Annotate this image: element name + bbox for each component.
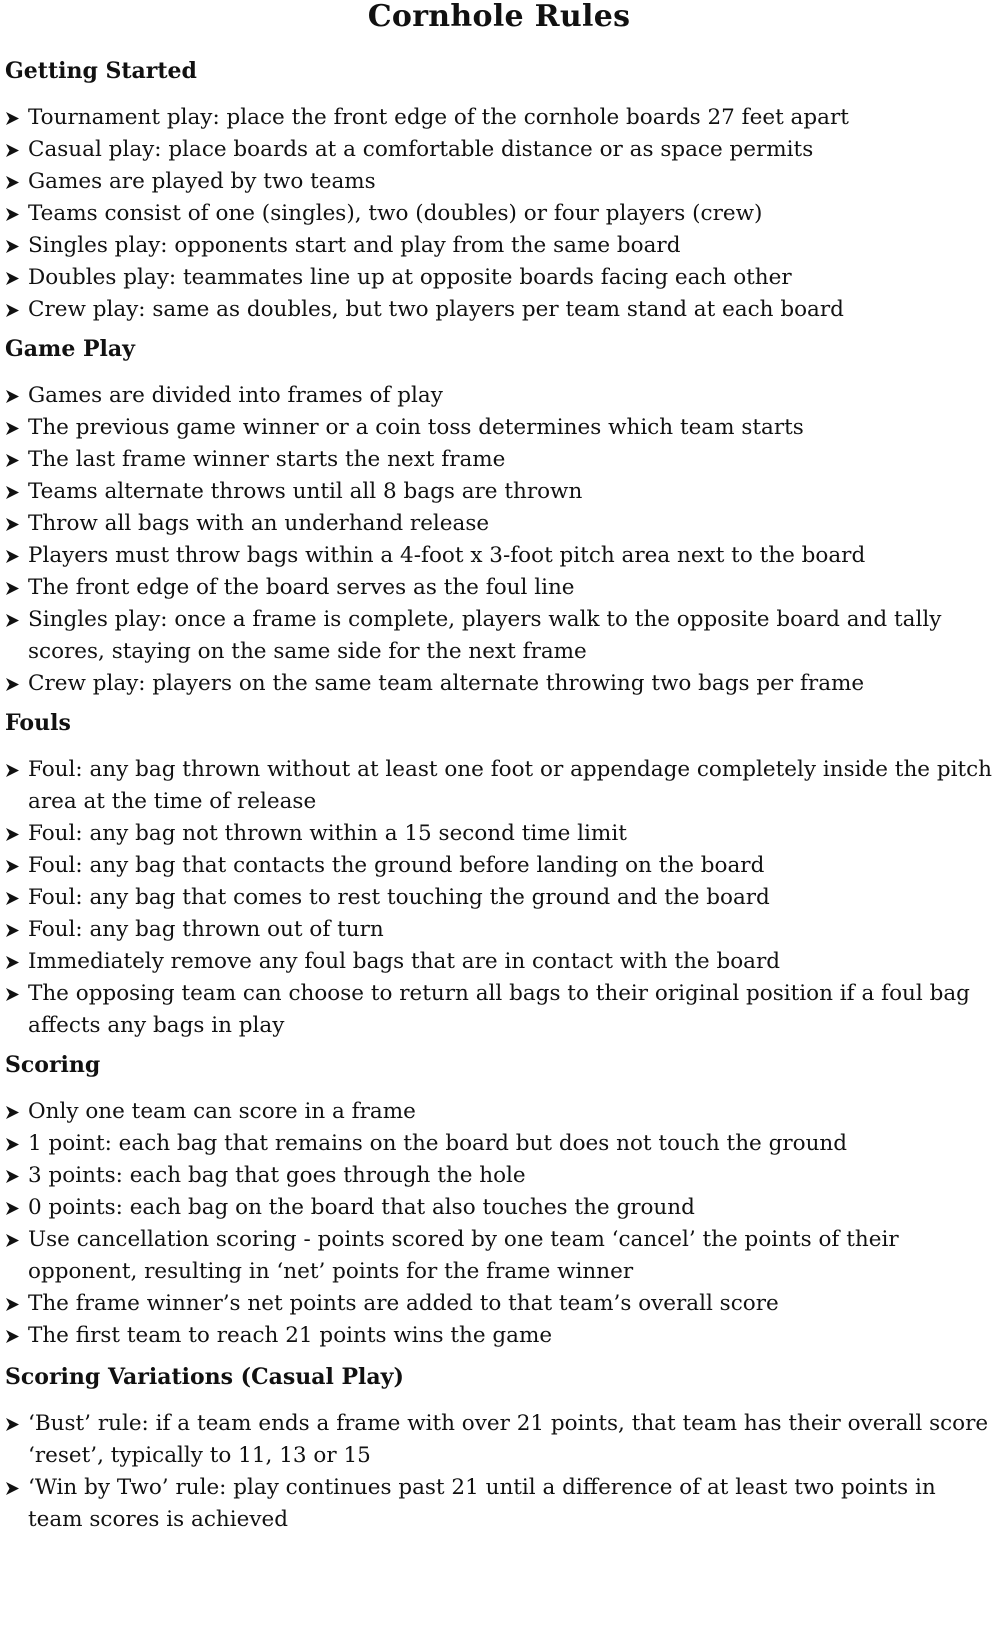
rule-item xyxy=(5,134,993,166)
arrowhead-bullet-icon xyxy=(5,102,25,134)
rule-text: ‘Win by Two’ rule: play continues past 21 until a difference of at least two points in team scores is achieved xyxy=(28,1475,936,1532)
arrowhead-bullet-icon xyxy=(5,1096,25,1128)
rule-text: The frame winner’s net points are added to that team’s overall score xyxy=(28,1291,779,1316)
rule-text: The previous game winner or a coin toss determines which team starts xyxy=(28,415,804,440)
arrowhead-bullet-icon xyxy=(5,882,25,914)
rule-text: Foul: any bag not thrown within a 15 second time limit xyxy=(28,821,627,846)
arrowhead-bullet-icon xyxy=(5,444,25,476)
arrowhead-bullet-icon xyxy=(5,1160,25,1192)
rule-text: Games are divided into frames of play xyxy=(28,383,443,408)
arrowhead-bullet-icon xyxy=(5,668,25,700)
arrowhead-bullet-icon xyxy=(5,412,25,444)
arrowhead-bullet-icon xyxy=(5,508,25,540)
rule-item xyxy=(5,508,993,540)
rule-item xyxy=(5,1128,993,1160)
arrowhead-bullet-icon xyxy=(5,572,25,604)
rule-item xyxy=(5,380,993,412)
arrowhead-bullet-icon xyxy=(5,818,25,850)
rule-item xyxy=(5,294,993,326)
arrowhead-bullet-icon xyxy=(5,1320,25,1352)
rule-text: 1 point: each bag that remains on the board but does not touch the ground xyxy=(28,1131,848,1156)
rule-item xyxy=(5,604,993,668)
rule-item xyxy=(5,1096,993,1128)
rule-item xyxy=(5,262,993,294)
rule-text: Singles play: opponents start and play from the same board xyxy=(28,233,681,258)
rule-text: Only one team can score in a frame xyxy=(28,1099,416,1124)
arrowhead-bullet-icon xyxy=(5,978,25,1010)
rule-text: Teams alternate throws until all 8 bags are thrown xyxy=(28,479,583,504)
section-heading: Game Play xyxy=(5,336,135,362)
rule-item xyxy=(5,572,993,604)
section-scoring xyxy=(5,1050,993,1352)
rule-item xyxy=(5,882,993,914)
rule-text: The front edge of the board serves as the foul line xyxy=(28,575,575,600)
rule-text: Foul: any bag that contacts the ground before landing on the board xyxy=(28,853,765,878)
rule-item xyxy=(5,1408,993,1472)
rule-item xyxy=(5,1288,993,1320)
arrowhead-bullet-icon xyxy=(5,262,25,294)
rule-text: Crew play: players on the same team alternate throwing two bags per frame xyxy=(28,671,865,696)
rule-text: The first team to reach 21 points wins the game xyxy=(28,1323,553,1348)
rule-item xyxy=(5,1472,993,1536)
arrowhead-bullet-icon xyxy=(5,198,25,230)
rule-item xyxy=(5,978,993,1042)
arrowhead-bullet-icon xyxy=(5,946,25,978)
section-fouls xyxy=(5,708,993,1042)
rule-item xyxy=(5,540,993,572)
arrowhead-bullet-icon xyxy=(5,380,25,412)
arrowhead-bullet-icon xyxy=(5,1408,25,1440)
rule-list xyxy=(5,1408,993,1536)
rule-item xyxy=(5,444,993,476)
rule-text: Immediately remove any foul bags that are in contact with the board xyxy=(28,949,781,974)
rule-item xyxy=(5,850,993,882)
rule-text: Games are played by two teams xyxy=(28,169,376,194)
section-scoring-variations xyxy=(5,1362,993,1536)
arrowhead-bullet-icon xyxy=(5,604,25,636)
section-heading: Scoring Variations (Casual Play) xyxy=(5,1364,404,1390)
rule-text: 3 points: each bag that goes through the hole xyxy=(28,1163,526,1188)
rule-item xyxy=(5,412,993,444)
section-heading: Fouls xyxy=(5,710,71,736)
rule-item xyxy=(5,230,993,262)
rule-text: Throw all bags with an underhand release xyxy=(28,511,490,536)
rule-list xyxy=(5,754,993,1042)
arrowhead-bullet-icon xyxy=(5,754,25,786)
arrowhead-bullet-icon xyxy=(5,914,25,946)
arrowhead-bullet-icon xyxy=(5,1224,25,1256)
arrowhead-bullet-icon xyxy=(5,850,25,882)
rule-item xyxy=(5,1224,993,1288)
arrowhead-bullet-icon xyxy=(5,134,25,166)
rule-text: Crew play: same as doubles, but two players per team stand at each board xyxy=(28,297,844,322)
rule-text: Tournament play: place the front edge of the cornhole boards 27 feet apart xyxy=(28,105,849,130)
section-game-play xyxy=(5,334,993,700)
arrowhead-bullet-icon xyxy=(5,476,25,508)
rule-text: Casual play: place boards at a comfortable distance or as space permits xyxy=(28,137,814,162)
rule-item xyxy=(5,668,993,700)
rule-item xyxy=(5,1320,993,1352)
section-heading: Scoring xyxy=(5,1052,101,1078)
rule-text: Foul: any bag that comes to rest touching the ground and the board xyxy=(28,885,770,910)
arrowhead-bullet-icon xyxy=(5,294,25,326)
rule-list xyxy=(5,102,993,326)
page-title: Cornhole Rules xyxy=(367,0,631,34)
rule-text: Teams consist of one (singles), two (doubles) or four players (crew) xyxy=(28,201,763,226)
rule-text: Singles play: once a frame is complete, players walk to the opposite board and tally scores, staying on the same side for the next frame xyxy=(28,607,942,664)
rule-item xyxy=(5,166,993,198)
arrowhead-bullet-icon xyxy=(5,1472,25,1504)
rule-item xyxy=(5,754,993,818)
rule-text: Doubles play: teammates line up at opposite boards facing each other xyxy=(28,265,792,290)
arrowhead-bullet-icon xyxy=(5,1128,25,1160)
rule-item xyxy=(5,102,993,134)
rule-text: Players must throw bags within a 4-foot x 3-foot pitch area next to the board xyxy=(28,543,866,568)
rule-item xyxy=(5,946,993,978)
section-heading: Getting Started xyxy=(5,58,197,84)
rule-list xyxy=(5,380,993,700)
section-getting-started xyxy=(5,56,993,326)
rule-text: Foul: any bag thrown out of turn xyxy=(28,917,384,942)
arrowhead-bullet-icon xyxy=(5,540,25,572)
rule-text: The last frame winner starts the next frame xyxy=(28,447,506,472)
rule-item xyxy=(5,818,993,850)
arrowhead-bullet-icon xyxy=(5,1288,25,1320)
arrowhead-bullet-icon xyxy=(5,166,25,198)
rule-text: Use cancellation scoring - points scored by one team ‘cancel’ the points of their opponent, resulting in ‘net’ points for the frame winner xyxy=(28,1227,899,1284)
rule-item xyxy=(5,914,993,946)
rule-text: The opposing team can choose to return all bags to their original position if a foul bag affects any bags in play xyxy=(28,981,970,1038)
rule-item xyxy=(5,1160,993,1192)
rule-item xyxy=(5,476,993,508)
arrowhead-bullet-icon xyxy=(5,1192,25,1224)
rule-text: ‘Bust’ rule: if a team ends a frame with over 21 points, that team has their overall score ‘reset’, typically to 11, 13 or 15 xyxy=(28,1411,989,1468)
rule-item xyxy=(5,1192,993,1224)
rule-text: 0 points: each bag on the board that also touches the ground xyxy=(28,1195,695,1220)
rule-list xyxy=(5,1096,993,1352)
rule-text: Foul: any bag thrown without at least one foot or appendage completely inside the pitch area at the time of release xyxy=(28,757,993,814)
rule-item xyxy=(5,198,993,230)
arrowhead-bullet-icon xyxy=(5,230,25,262)
